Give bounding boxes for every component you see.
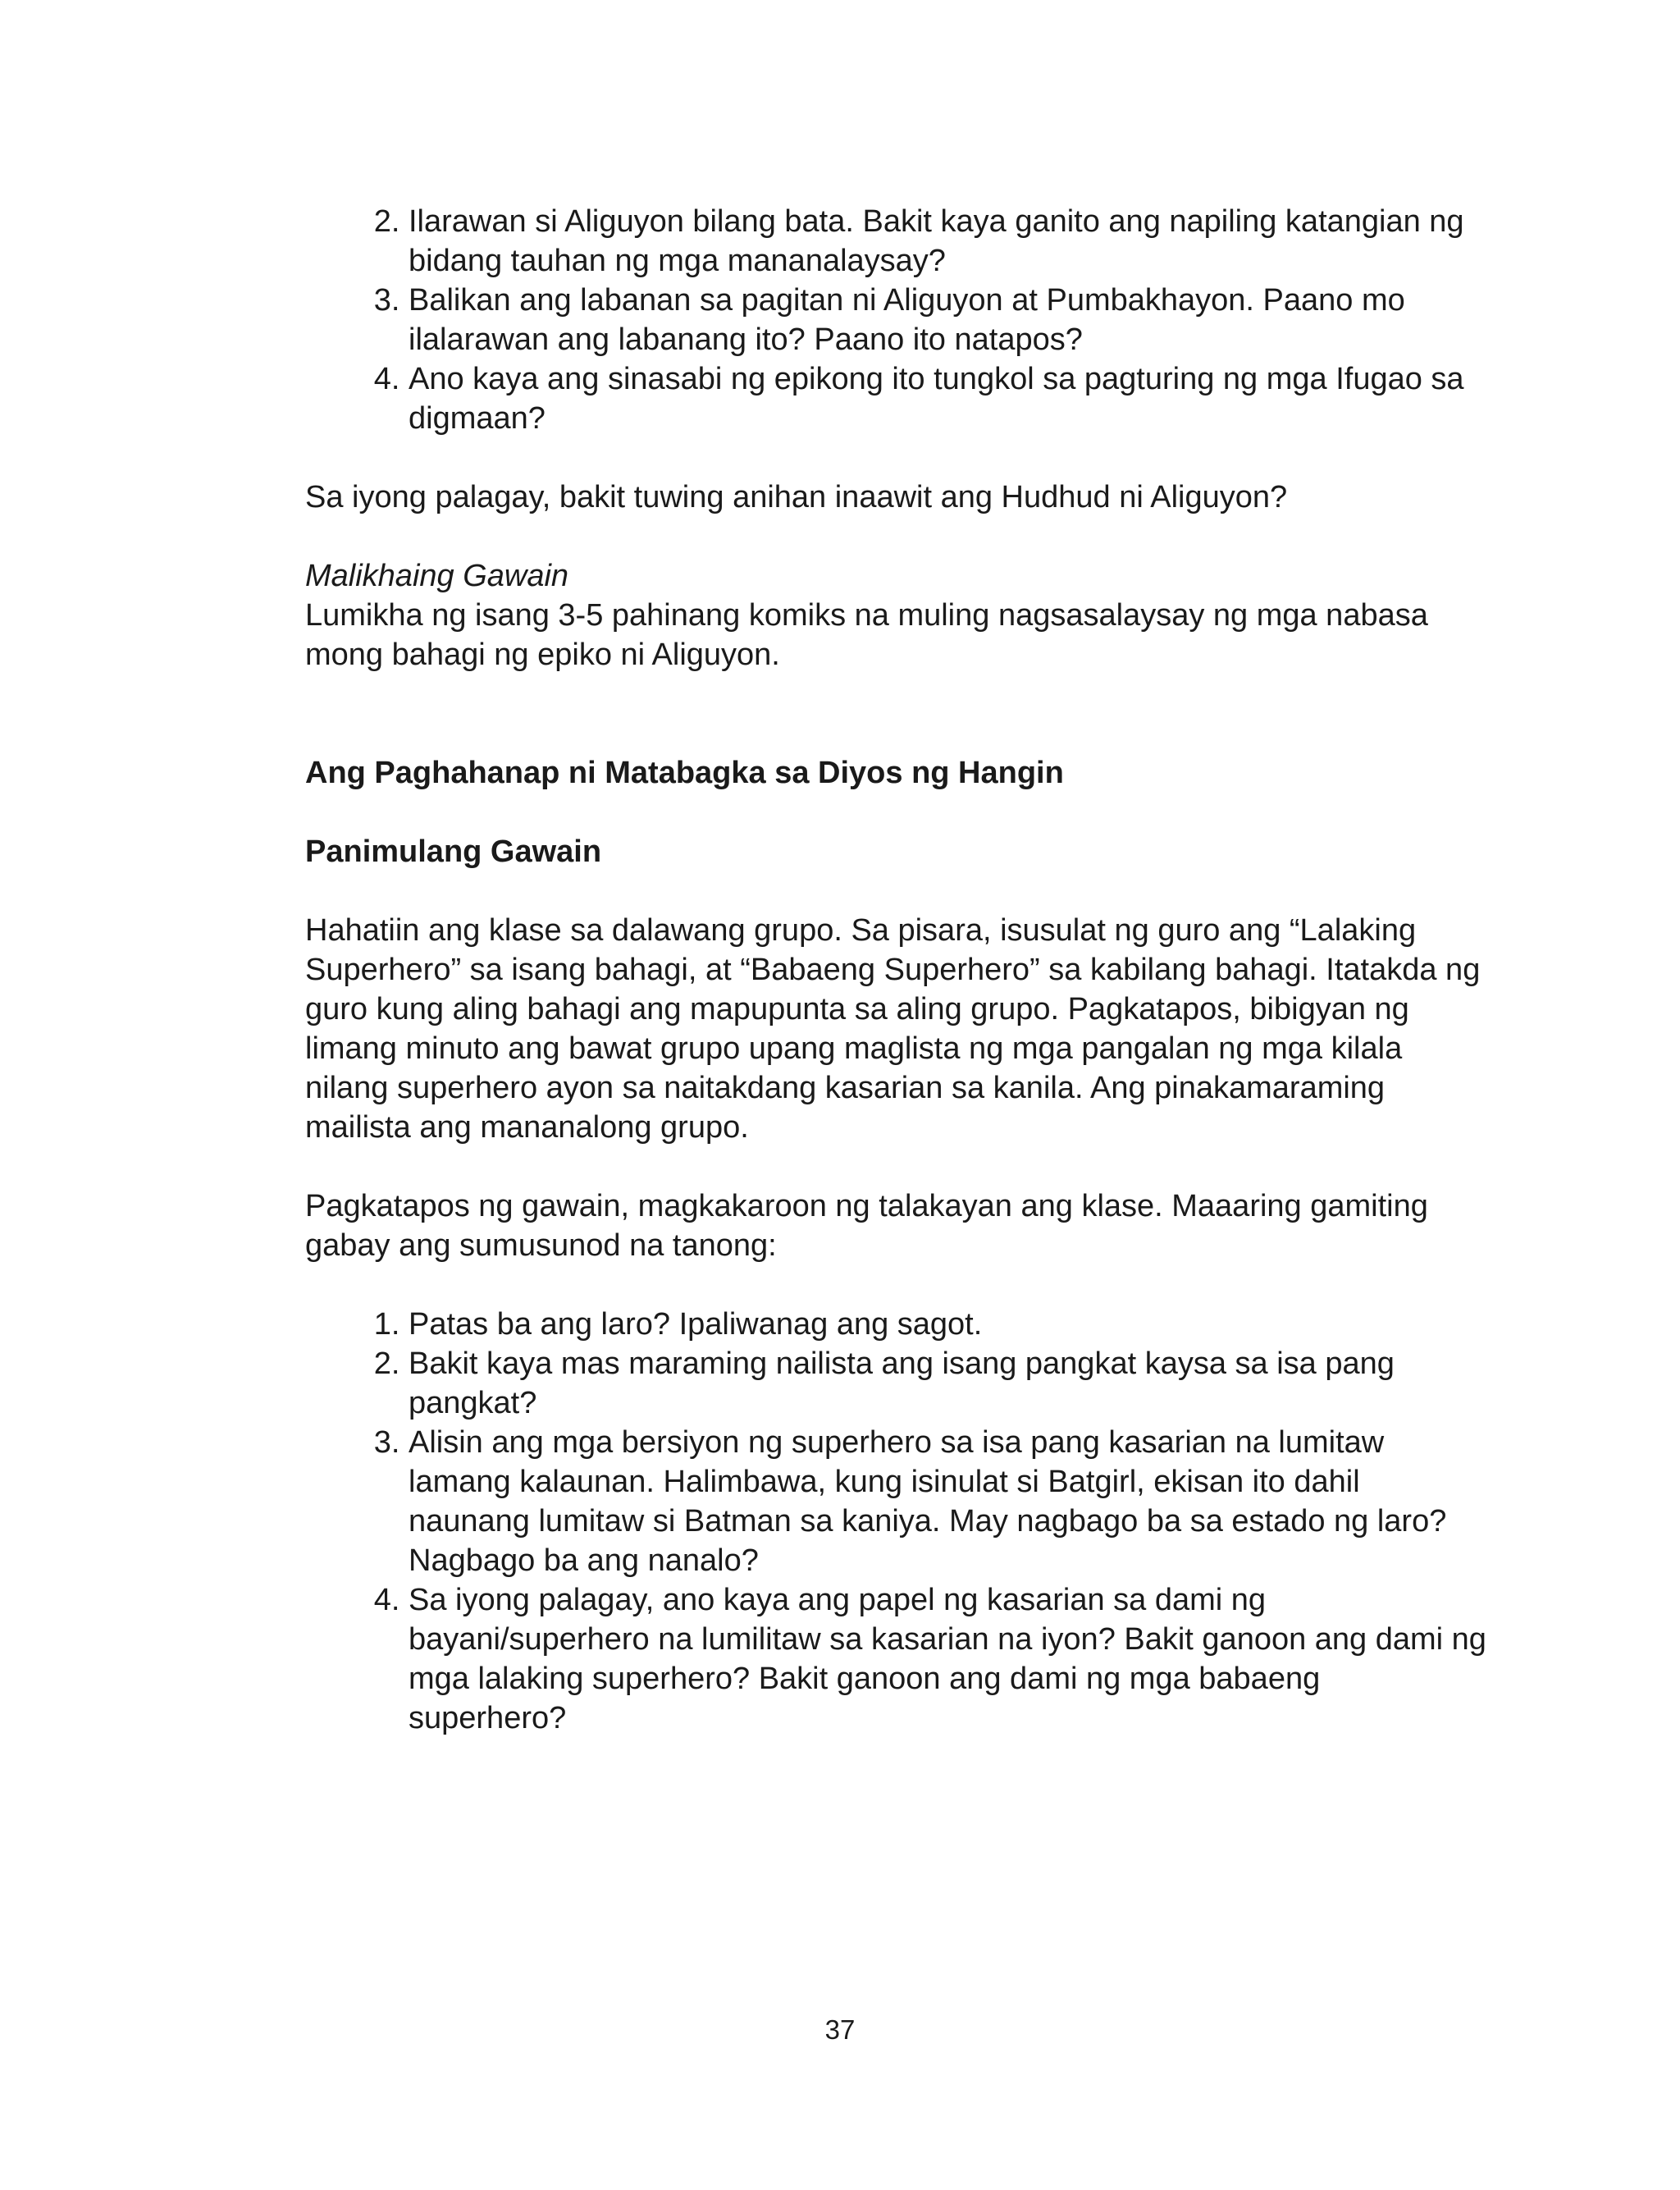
creative-task-body: Lumikha ng isang 3-5 pahinang komiks na muling nagsasalaysay ng mga nabasa mong bahagi ng epiko ni Aliguyon. (305, 598, 1428, 672)
reflection-question: Sa iyong palagay, bakit tuwing anihan inaawit ang Hudhud ni Aliguyon? (305, 480, 1288, 514)
creative-task-heading: Malikhaing Gawain (305, 559, 569, 593)
guide-questions-list (305, 1305, 1486, 1738)
page-number: 37 (824, 2014, 856, 2045)
list-item: 3. Alisin ang mga bersiyon ng superhero sa isa pang kasarian na lumitaw lamang kalaunan. Halimbawa, kung isinulat si Batgirl, ekisan ito dahil naunang lumitaw si Batman sa kaniya. May nagbago ba sa estado ng laro? Nagbago ba ang nanalo? (409, 1423, 1486, 1580)
list-item: 4. Sa iyong palagay, ano kaya ang papel ng kasarian sa dami ng bayani/superhero na lumilitaw sa kasarian na iyon? Bakit ganoon ang dami ng mga lalaking superhero? Bakit ganoon ang dami ng mga babaeng superhero? (409, 1580, 1486, 1738)
subsection-title: Panimulang Gawain (305, 834, 602, 869)
activity-instructions: Hahatiin ang klase sa dalawang grupo. Sa pisara, isusulat ng guro ang “Lalaking Superhero” sa isang bahagi, at “Babaeng Superhero” sa kabilang bahagi. Itatakda ng guro kung aling bahagi ang mapupunta sa aling grupo. Pagkatapos, bibigyan ng limang minuto ang bawat grupo upang maglista ng mga pangalan ng mga kilala nilang superhero ayon sa naitakdang kasarian sa kanila. Ang pinakamaraming mailista ang mananalong grupo. (305, 913, 1481, 1145)
list-item: 2. Bakit kaya mas maraming nailista ang isang pangkat kaysa sa isa pang pangkat? (409, 1344, 1486, 1423)
discussion-questions-list (305, 202, 1486, 438)
list-item: 4. Ano kaya ang sinasabi ng epikong ito tungkol sa pagturing ng mga Ifugao sa digmaan? (409, 359, 1486, 438)
section-title: Ang Paghahanap ni Matabagka sa Diyos ng Hangin (305, 756, 1064, 790)
list-item: 2. Ilarawan si Aliguyon bilang bata. Bakit kaya ganito ang napiling katangian ng bidang tauhan ng mga mananalaysay? (409, 202, 1486, 281)
discussion-intro: Pagkatapos ng gawain, magkakaroon ng talakayan ang klase. Maaaring gamiting gabay ang sumusunod na tanong: (305, 1189, 1428, 1263)
page-content (305, 202, 1486, 1738)
list-item: 1. Patas ba ang laro? Ipaliwanag ang sagot. (409, 1305, 1486, 1344)
list-item: 3. Balikan ang labanan sa pagitan ni Aliguyon at Pumbakhayon. Paano mo ilalarawan ang labanang ito? Paano ito natapos? (409, 281, 1486, 359)
